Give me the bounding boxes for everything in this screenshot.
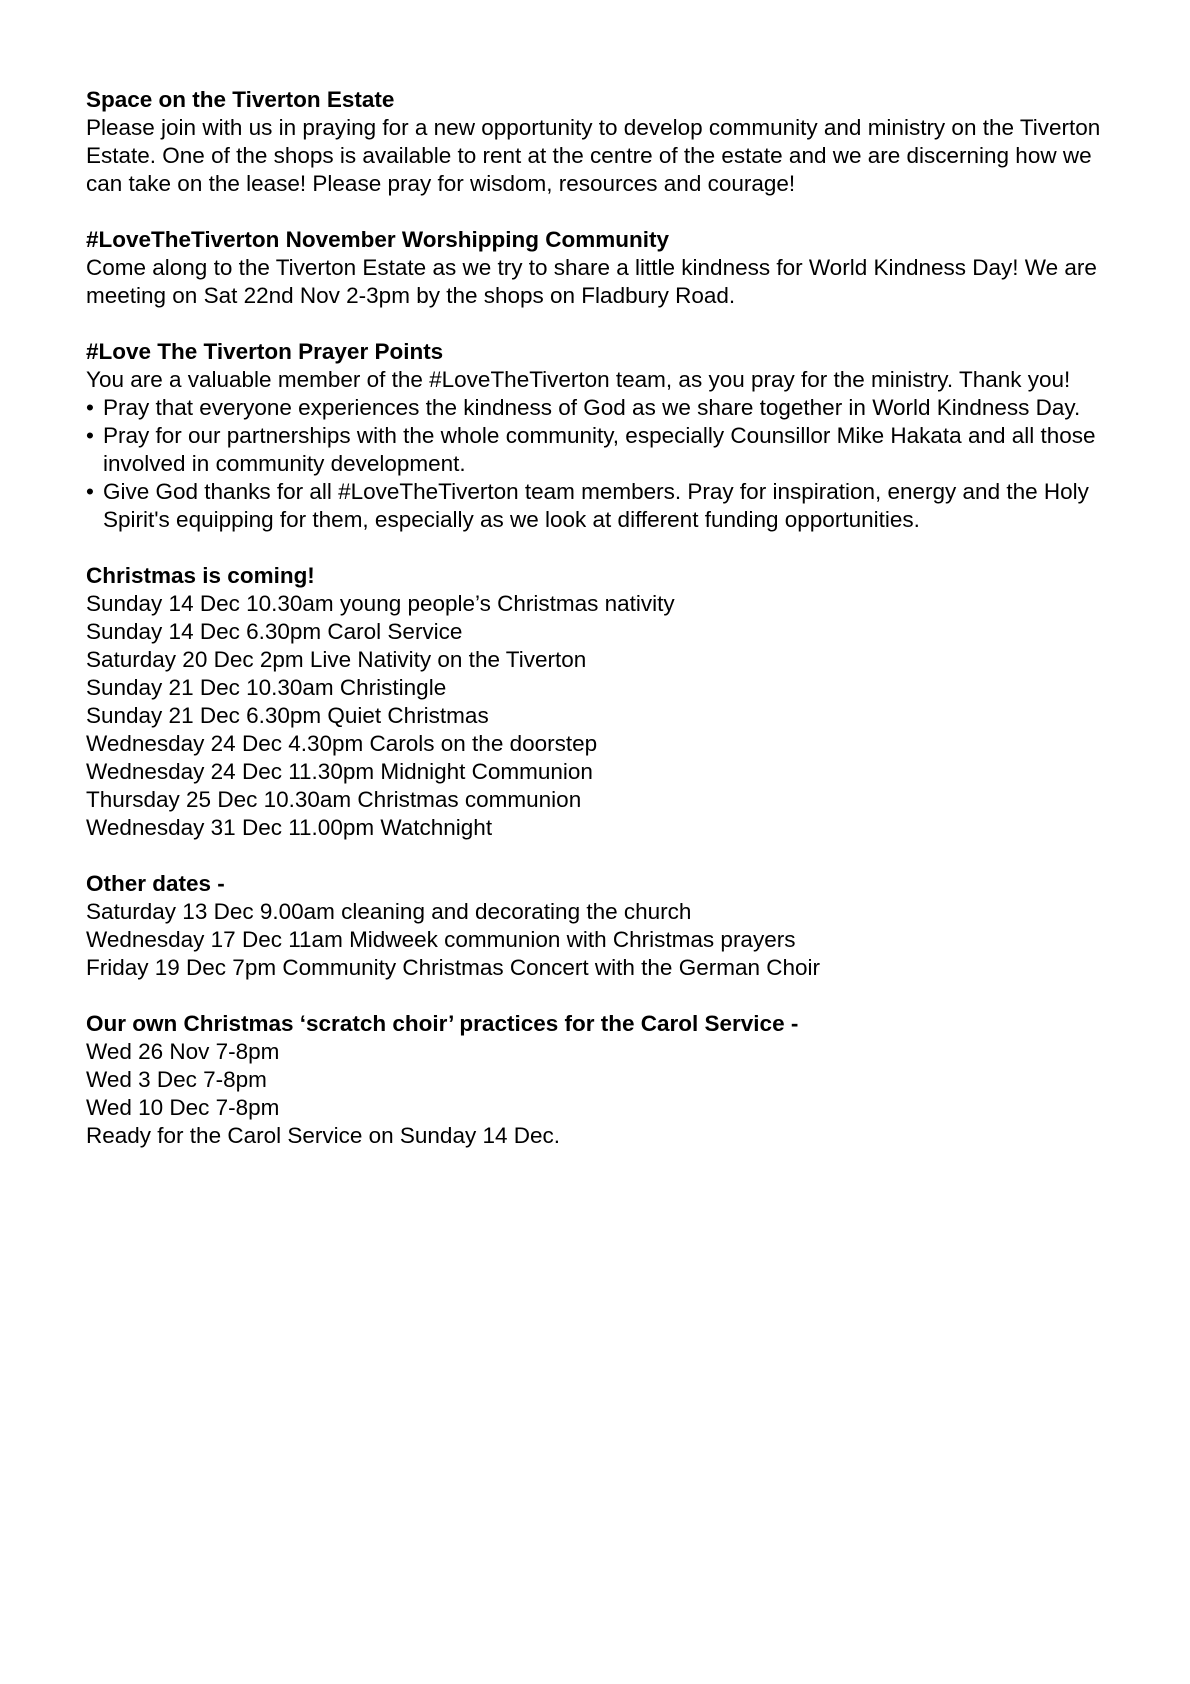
event-line: Sunday 21 Dec 6.30pm Quiet Christmas	[86, 703, 489, 728]
event-line: Wednesday 24 Dec 4.30pm Carols on the doorstep	[86, 731, 598, 756]
event-line: Ready for the Carol Service on Sunday 14 Dec.	[86, 1123, 561, 1148]
section-heading: Christmas is coming!	[86, 563, 315, 588]
event-line: Wednesday 31 Dec 11.00pm Watchnight	[86, 815, 493, 840]
event-line: Friday 19 Dec 7pm Community Christmas Concert with the German Choir	[86, 955, 820, 980]
section-intro: You are a valuable member of the #LoveTheTiverton team, as you pray for the ministry. Thank you!	[86, 367, 1071, 392]
event-line: Thursday 25 Dec 10.30am Christmas communion	[86, 787, 582, 812]
bullet-icon: •	[86, 479, 94, 504]
prayer-points-list	[86, 394, 1126, 534]
event-line: Wednesday 24 Dec 11.30pm Midnight Communion	[86, 759, 593, 784]
section-prayer-points	[86, 338, 1126, 534]
list-item	[86, 422, 1126, 478]
event-line: Saturday 20 Dec 2pm Live Nativity on the Tiverton	[86, 647, 587, 672]
list-item	[86, 478, 1126, 534]
event-line: Wed 10 Dec 7-8pm	[86, 1095, 280, 1120]
bullet-icon: •	[86, 423, 94, 448]
section-heading: Space on the Tiverton Estate	[86, 87, 395, 112]
section-heading: Our own Christmas ‘scratch choir’ practices for the Carol Service -	[86, 1011, 799, 1036]
event-line: Wednesday 17 Dec 11am Midweek communion with Christmas prayers	[86, 927, 796, 952]
list-item-text: Give God thanks for all #LoveTheTiverton team members. Pray for inspiration, energy and the Holy Spirit's equipping for them, especially as we look at different funding opportunities.	[103, 479, 1089, 532]
section-scratch-choir	[86, 1010, 1126, 1150]
bullet-icon: •	[86, 395, 94, 420]
section-body: Please join with us in praying for a new opportunity to develop community and ministry on the Tiverton Estate. One of the shops is available to rent at the centre of the estate and we are discerning how we can take on the lease! Please pray for wisdom, resources and courage!	[86, 115, 1101, 196]
event-line: Wed 26 Nov 7-8pm	[86, 1039, 280, 1064]
newsletter-page	[86, 86, 1126, 1178]
section-space-on-tiverton	[86, 86, 1126, 198]
list-item-text: Pray for our partnerships with the whole community, especially Counsillor Mike Hakata and all those involved in community development.	[103, 423, 1096, 476]
section-body: Come along to the Tiverton Estate as we try to share a little kindness for World Kindness Day! We are meeting on Sat 22nd Nov 2-3pm by the shops on Fladbury Road.	[86, 255, 1097, 308]
section-worshipping-community	[86, 226, 1126, 310]
event-line: Wed 3 Dec 7-8pm	[86, 1067, 267, 1092]
section-other-dates	[86, 870, 1126, 982]
event-line: Saturday 13 Dec 9.00am cleaning and decorating the church	[86, 899, 692, 924]
list-item	[86, 394, 1126, 422]
list-item-text: Pray that everyone experiences the kindness of God as we share together in World Kindness Day.	[103, 395, 1081, 420]
event-line: Sunday 21 Dec 10.30am Christingle	[86, 675, 447, 700]
section-heading: Other dates -	[86, 871, 225, 896]
event-line: Sunday 14 Dec 6.30pm Carol Service	[86, 619, 463, 644]
event-line: Sunday 14 Dec 10.30am young people’s Christmas nativity	[86, 591, 675, 616]
section-christmas-is-coming	[86, 562, 1126, 842]
section-heading: #Love The Tiverton Prayer Points	[86, 339, 444, 364]
section-heading: #LoveTheTiverton November Worshipping Community	[86, 227, 669, 252]
